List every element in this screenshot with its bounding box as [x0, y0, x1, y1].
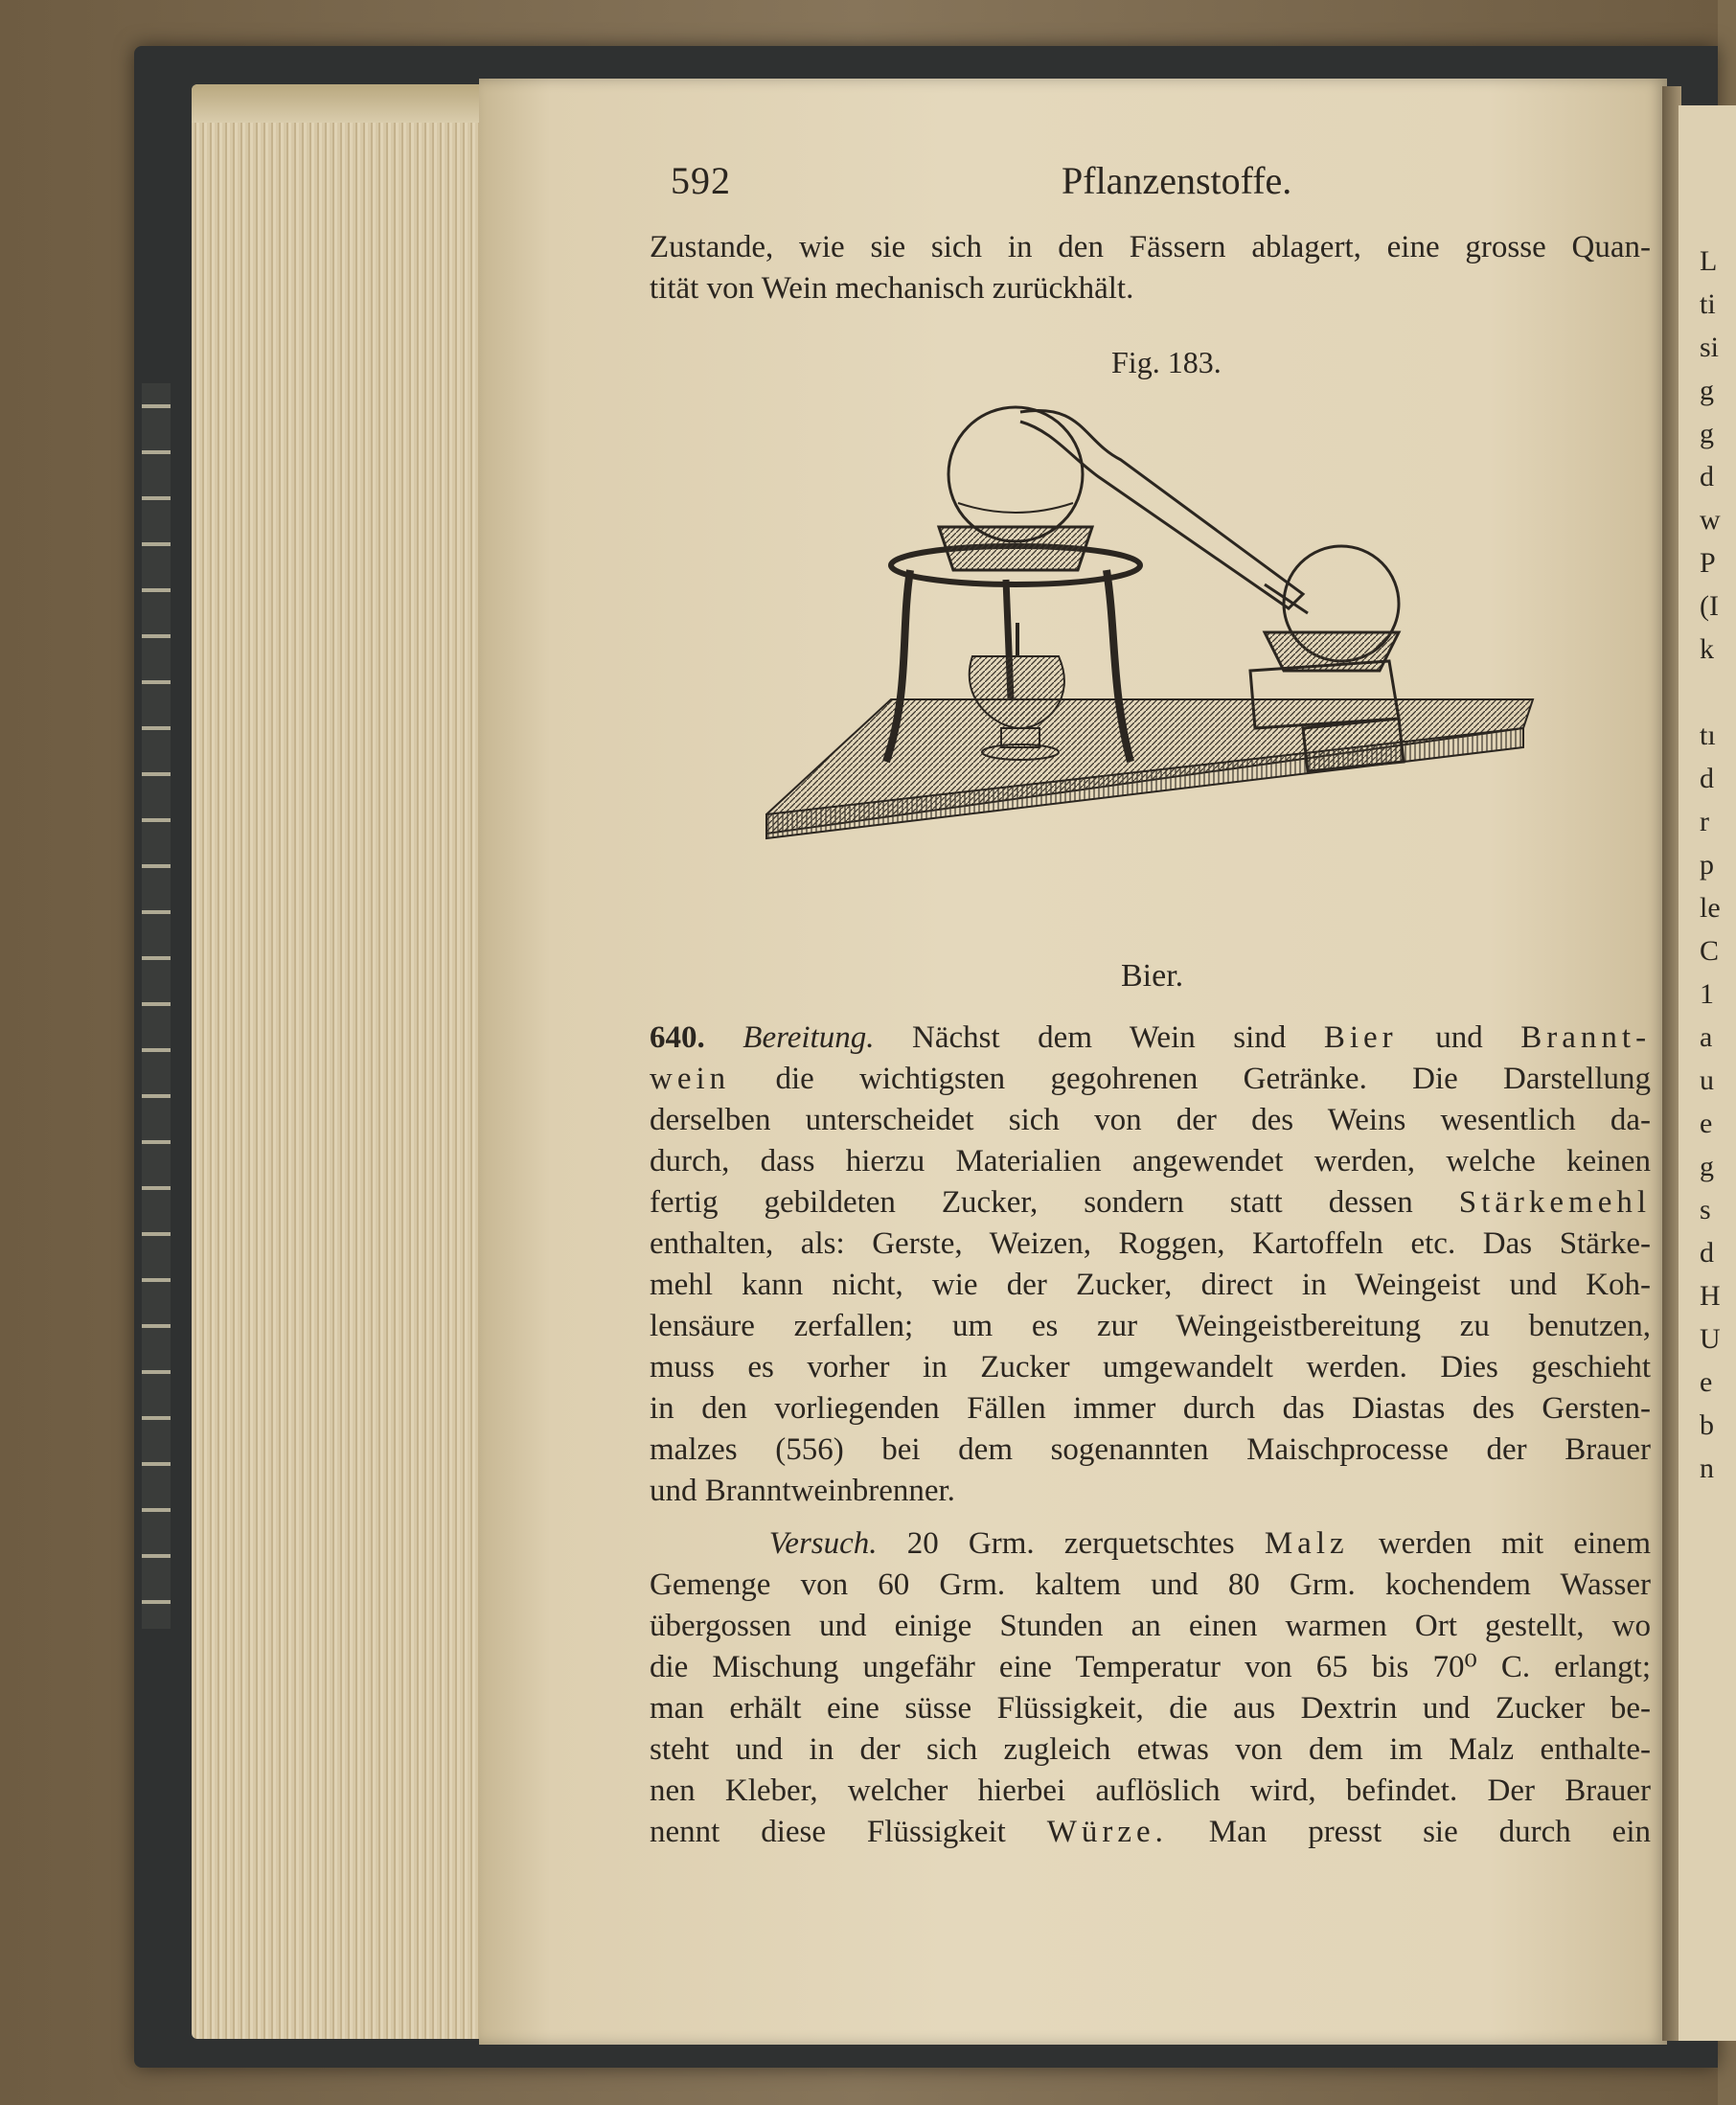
para-line-1: 640. Bereitung. Nächst dem Wein sind Bier und Brannt- — [650, 1020, 1652, 1055]
figure-caption: Fig. 183. — [1111, 345, 1222, 379]
sand-bath — [939, 527, 1092, 570]
right-page-letter: d — [1700, 1237, 1714, 1269]
para-line-5: fertig gebildeten Zucker, sondern statt dessen Stärkemehl — [650, 1185, 1652, 1220]
right-page-letter: d — [1700, 461, 1714, 492]
term-branntwein: Brannt- — [1520, 1020, 1652, 1055]
para-line: derselben unterscheidet sich von der des Weins wesentlich da- — [650, 1103, 1651, 1137]
versuch-last-line: nennt diese Flüssigkeit Würze. Man presst sie durch ein — [650, 1815, 1652, 1849]
versuch-heading: Versuch. — [768, 1526, 878, 1561]
term-staerkemehl: Stärkemehl — [1458, 1185, 1652, 1220]
right-page-letter: g — [1700, 375, 1714, 406]
para-line: in den vorliegenden Fällen immer durch das Diastas des Gersten- — [650, 1391, 1651, 1426]
right-page-letter: a — [1700, 1021, 1713, 1053]
distillation-apparatus-figure — [766, 383, 1571, 862]
term-malz: Malz — [1264, 1526, 1349, 1561]
versuch-line-1: Versuch. 20 Grm. zerquetschtes Malz werden mit einem — [768, 1526, 1651, 1561]
para-line: muss es vorher in Zucker umgewandelt werden. Dies geschieht — [650, 1350, 1651, 1384]
right-page-letter — [1700, 671, 1719, 714]
para-line: durch, dass hierzu Materialien angewendet werden, welche keinen — [650, 1144, 1651, 1178]
right-page-letter: s — [1700, 1194, 1711, 1225]
right-page-letter: (I — [1700, 590, 1719, 622]
page-number: 592 — [671, 159, 731, 202]
versuch-line: übergossen und einige Stunden an einen warmen Ort gestellt, wo — [650, 1609, 1651, 1643]
right-page-letter: g — [1700, 418, 1714, 449]
running-head: Pflanzenstoffe. — [1062, 159, 1292, 202]
right-page-letter: si — [1700, 332, 1720, 363]
right-page-cutoff-text — [1700, 240, 1719, 1490]
right-page-letter: e — [1700, 1108, 1713, 1139]
right-page-letter: g — [1700, 1151, 1714, 1182]
para-line: malzes (556) bei dem sogenannten Maischprocesse der Brauer — [650, 1432, 1651, 1467]
versuch-paragraph — [650, 1523, 1651, 1853]
page-edges-top — [192, 84, 489, 123]
right-page-letter: C — [1700, 935, 1720, 967]
right-page-letter: b — [1700, 1409, 1714, 1441]
right-page-letter: u — [1700, 1064, 1714, 1096]
right-page-letter: r — [1700, 806, 1709, 837]
versuch-line: die Mischung ungefähr eine Temperatur von 65 bis 70⁰ C. erlangt; — [650, 1650, 1651, 1684]
para-line: lensäure zerfallen; um es zur Weingeistbereitung zu benutzen, — [650, 1309, 1651, 1343]
term-wuerze: Würze. — [1046, 1815, 1168, 1849]
right-page-letter: n — [1700, 1453, 1714, 1484]
right-page-letter: tı — [1700, 720, 1716, 751]
term-bier: Bier — [1323, 1020, 1398, 1055]
right-page-letter: ti — [1700, 288, 1716, 320]
page-header — [671, 158, 1629, 212]
versuch-line: Gemenge von 60 Grm. kaltem und 80 Grm. kochendem Wasser — [650, 1567, 1651, 1602]
paragraph-heading: Bereitung. — [742, 1020, 875, 1055]
para-line: mehl kann nicht, wie der Zucker, direct in Weingeist und Koh- — [650, 1268, 1651, 1302]
section-title: Bier. — [1121, 958, 1184, 994]
intro-line: Zustande, wie sie sich in den Fässern ablagert, eine grosse Quan- — [650, 230, 1651, 264]
right-page-letter: e — [1700, 1366, 1713, 1398]
page-edges — [192, 84, 489, 2039]
retort-neck — [1020, 410, 1303, 608]
versuch-line: nen Kleber, welcher hierbei auflöslich wird, befindet. Der Brauer — [650, 1773, 1651, 1808]
retort — [948, 407, 1083, 541]
cover-spine-pattern — [142, 383, 171, 1629]
right-page-letter: d — [1700, 763, 1714, 794]
para-line: und Branntweinbrenner. — [650, 1474, 955, 1508]
right-page-letter: p — [1700, 849, 1714, 881]
versuch-line: man erhält eine süsse Flüssigkeit, die aus Dextrin und Zucker be- — [650, 1691, 1651, 1726]
right-page-letter: H — [1700, 1280, 1721, 1312]
right-page-letter: w — [1700, 504, 1721, 536]
right-page-letter: le — [1700, 892, 1721, 924]
right-page-letter: k — [1700, 633, 1714, 665]
para-line: enthalten, als: Gerste, Weizen, Roggen, Kartoffeln etc. Das Stärke- — [650, 1226, 1651, 1261]
intro-paragraph — [650, 227, 1651, 309]
right-page-letter: U — [1700, 1323, 1721, 1355]
para-line-2: wein die wichtigsten gegohrenen Getränke. Die Darstellung — [650, 1062, 1651, 1096]
versuch-line: steht und in der sich zugleich etwas von dem im Malz enthalte- — [650, 1732, 1651, 1767]
paragraph-number: 640. — [650, 1020, 705, 1055]
right-page-letter: P — [1700, 547, 1716, 579]
intro-line: tität von Wein mechanisch zurückhält. — [650, 271, 1134, 306]
paragraph-640 — [650, 1018, 1651, 1512]
right-page-letter: 1 — [1700, 978, 1714, 1010]
right-page-letter: L — [1700, 245, 1718, 277]
